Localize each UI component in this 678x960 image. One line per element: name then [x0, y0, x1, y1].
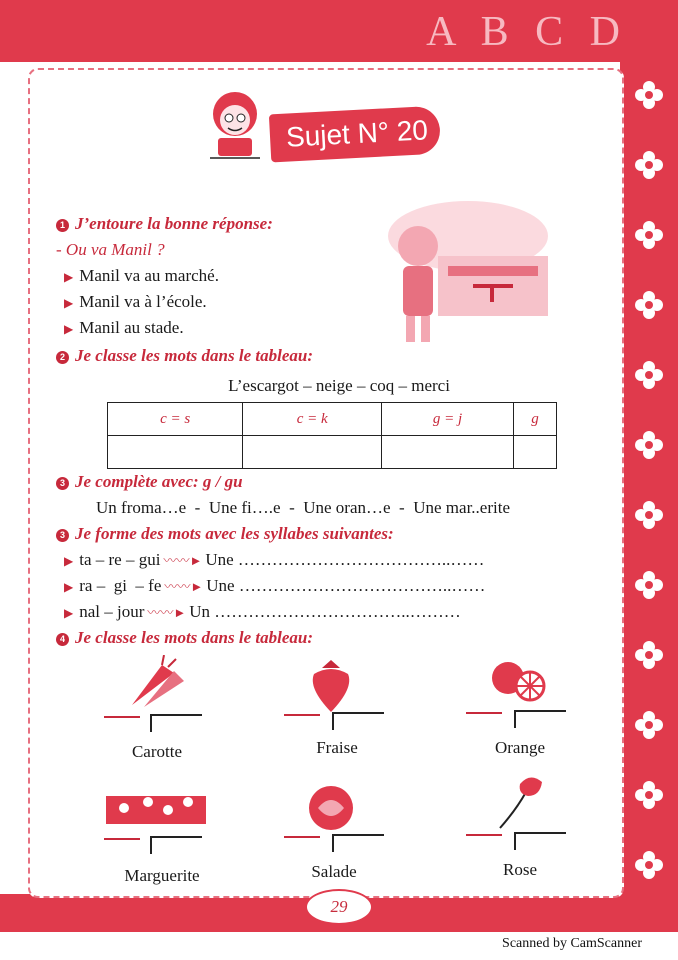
exercise-2-heading	[56, 346, 313, 366]
answer-cell[interactable]	[243, 436, 382, 469]
wavy-arrow-icon: 〰〰►	[163, 553, 203, 568]
syllables: nal – jour	[79, 602, 145, 621]
flower-icon	[634, 850, 664, 880]
column-header: g	[514, 403, 557, 436]
option-text: Manil va au marché.	[79, 266, 219, 285]
wavy-arrow-icon: 〰〰►	[164, 579, 204, 594]
exercise-4-title: Je forme des mots avec les syllabes suivantes:	[75, 524, 394, 543]
answer-line	[150, 836, 202, 838]
answer-dots: ……………………………..………	[214, 602, 461, 621]
exercise-number: 2	[56, 351, 69, 364]
flower-icon	[634, 640, 664, 670]
exercise-5-title: Je classe les mots dans le tableau:	[75, 628, 313, 647]
divider-line	[514, 832, 516, 850]
column-header: g = j	[382, 403, 514, 436]
child-reading-icon	[200, 86, 270, 166]
header-letters: A B C D	[426, 9, 628, 55]
item-label: Fraise	[316, 738, 358, 757]
item-label: Salade	[311, 862, 357, 881]
exercise-3-title: Je complète avec: g / gu	[75, 472, 243, 491]
option-text: Manil au stade.	[79, 318, 184, 337]
flower-icon	[634, 570, 664, 600]
syllable-row[interactable]	[64, 602, 461, 622]
triangle-icon: ▶	[64, 554, 74, 568]
classification-table	[107, 402, 557, 469]
answer-line	[284, 714, 320, 716]
triangle-icon: ▶	[64, 322, 74, 336]
answer-cell[interactable]	[514, 436, 557, 469]
triangle-icon: ▶	[64, 296, 74, 310]
answer-line	[332, 834, 384, 836]
exercise-number: 3	[56, 529, 69, 542]
divider-line	[332, 834, 334, 852]
divider-line	[514, 710, 516, 728]
exercise-1-heading	[56, 214, 273, 234]
column-header: c = s	[108, 403, 243, 436]
flower-icon	[634, 150, 664, 180]
exercise-3-heading	[56, 472, 243, 492]
item-label: Orange	[494, 738, 546, 757]
syllable-row[interactable]	[64, 550, 484, 570]
exercise-number: 1	[56, 219, 69, 232]
answer-line	[514, 832, 566, 834]
column-header: c = k	[243, 403, 382, 436]
exercise-4-heading	[56, 524, 394, 544]
item-label: Rose	[503, 860, 537, 879]
scanner-credit: Scanned by CamScanner	[502, 936, 642, 951]
question: - Ou va Manil ?	[56, 240, 165, 259]
syllables: ra – gi – fe	[79, 576, 162, 595]
flower-icon	[634, 710, 664, 740]
exercise-2-title: Je classe les mots dans le tableau:	[75, 346, 313, 365]
exercise-number: 3	[56, 477, 69, 490]
answer-cell[interactable]	[382, 436, 514, 469]
exercise-number: 4	[56, 633, 69, 646]
rose-icon	[490, 770, 550, 830]
answer-line	[104, 716, 140, 718]
option-1[interactable]	[64, 266, 219, 286]
syllables: ta – re – gui	[79, 550, 161, 569]
flower-icon	[634, 290, 664, 320]
answer-line	[514, 710, 566, 712]
answer-line	[284, 836, 320, 838]
answer-line	[150, 714, 202, 716]
answer-dots: ………………………………..……	[237, 550, 485, 569]
lettuce-icon	[306, 784, 356, 832]
flower-icon	[634, 80, 664, 110]
fill-sentence[interactable]: Un froma…e - Une fi….e - Une oran…e - Une mar..erite	[96, 498, 510, 517]
syllable-row[interactable]	[64, 576, 485, 596]
triangle-icon: ▶	[64, 270, 74, 284]
page-number: 29	[305, 889, 373, 925]
flower-icon	[634, 430, 664, 460]
item-label: Marguerite	[124, 866, 200, 885]
daisy-bed-icon	[106, 786, 206, 826]
answer-line	[332, 712, 384, 714]
exercise-5-heading	[56, 628, 313, 648]
divider-line	[150, 836, 152, 854]
answer-cell[interactable]	[108, 436, 243, 469]
divider-line	[332, 712, 334, 730]
flower-icon	[634, 780, 664, 810]
triangle-icon: ▶	[64, 580, 74, 594]
orange-icon	[490, 656, 550, 706]
option-3[interactable]	[64, 318, 184, 338]
flower-icon	[634, 220, 664, 250]
article: Une	[205, 550, 234, 569]
item-label: Carotte	[131, 742, 183, 761]
boy-school-illustration	[378, 196, 558, 356]
answer-line	[466, 712, 502, 714]
exercise-1-title: J’entoure la bonne réponse:	[75, 214, 273, 233]
word-list: L’escargot – neige – coq – merci	[228, 376, 450, 395]
strawberry-icon	[306, 658, 356, 714]
article: Une	[206, 576, 235, 595]
page-title: Sujet N° 20	[285, 114, 429, 153]
answer-dots: ………………………………..……	[238, 576, 486, 595]
divider-line	[150, 714, 152, 732]
flower-icon	[634, 500, 664, 530]
article: Un	[189, 602, 211, 621]
wavy-arrow-icon: 〰〰►	[147, 605, 187, 620]
triangle-icon: ▶	[64, 606, 74, 620]
carrot-icon	[122, 655, 192, 711]
option-text: Manil va à l’école.	[79, 292, 207, 311]
answer-line	[466, 834, 502, 836]
option-2[interactable]	[64, 292, 207, 312]
answer-line	[104, 838, 140, 840]
